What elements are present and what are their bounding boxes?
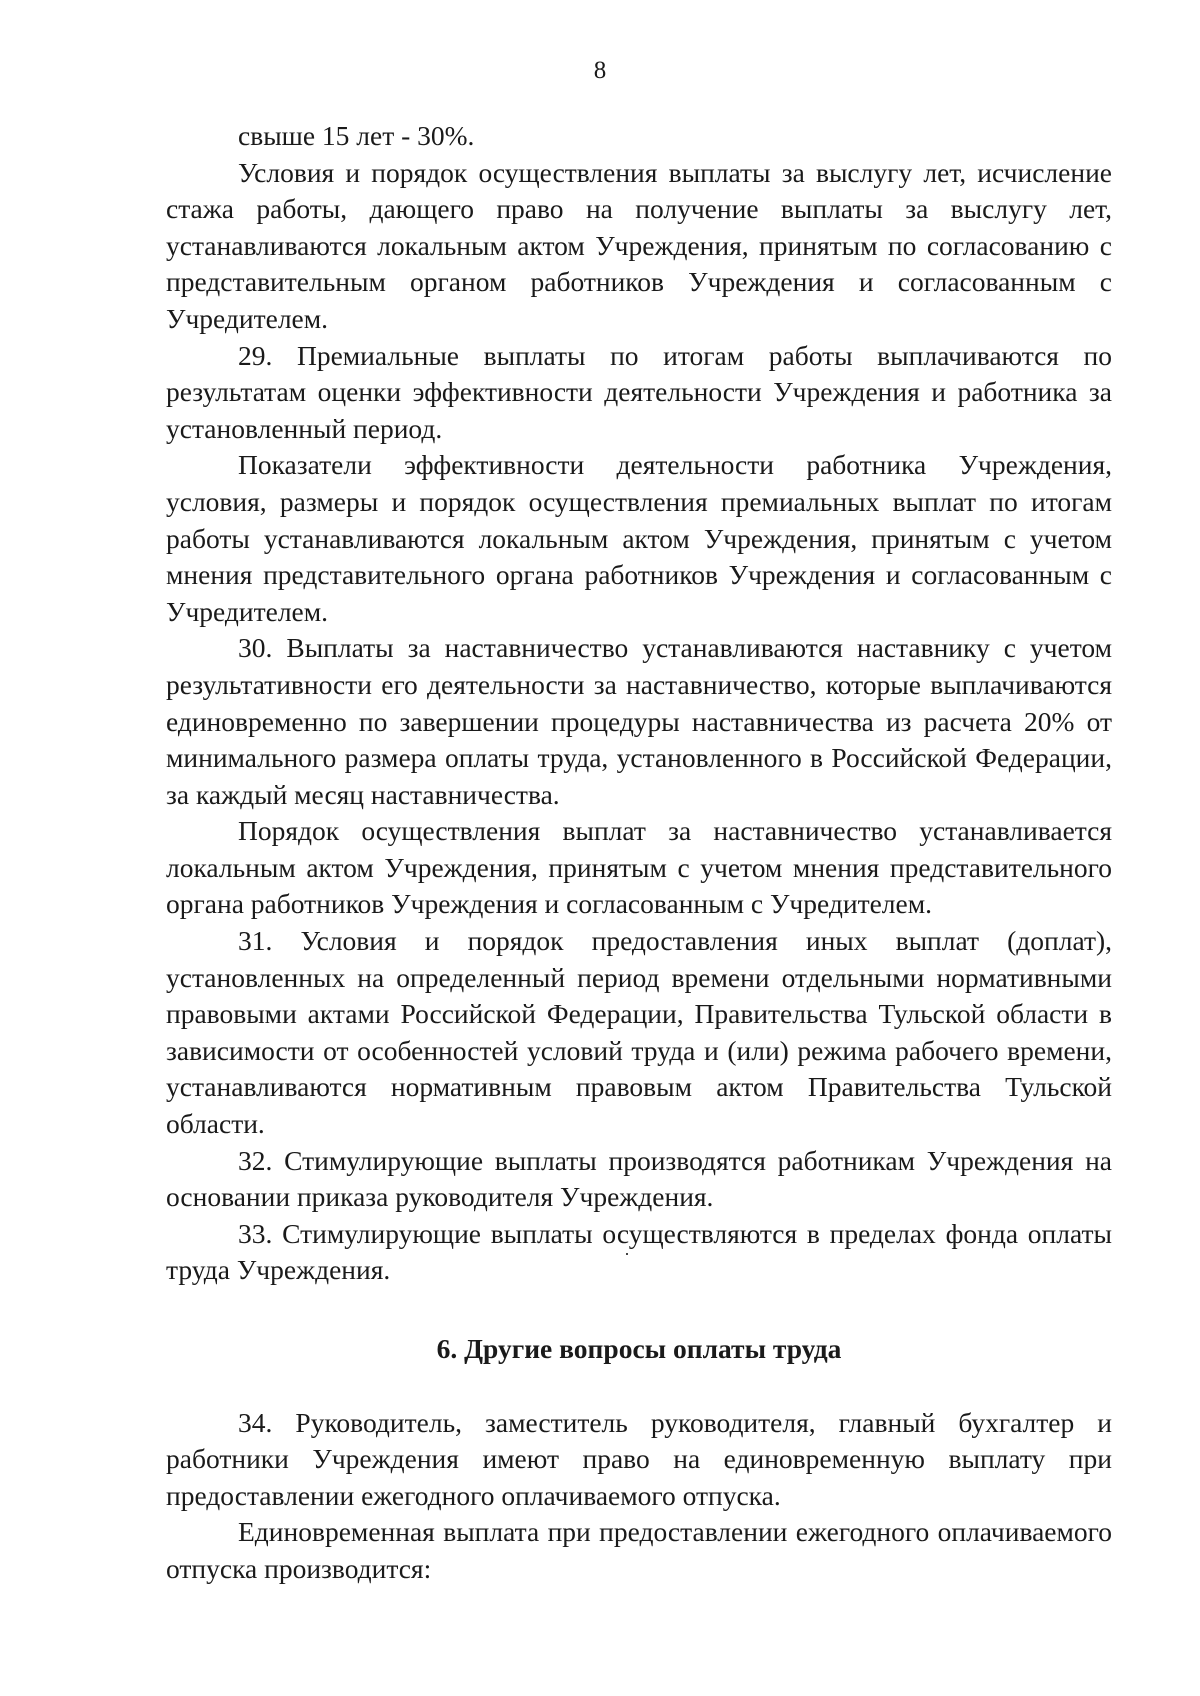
paragraph-29: 29. Премиальные выплаты по итогам работы выплачиваются по результатам оценки эффективности деятельности Учреждения и работника за установленный период. <box>166 339 1112 444</box>
paragraph-33: 33. Стимулирующие выплаты осуществляются в пределах фонда оплаты труда Учреждения. <box>166 1217 1112 1286</box>
paragraph-seniority-30: свыше 15 лет - 30%. <box>238 120 475 151</box>
paragraph-one-time-payment: Единовременная выплата при предоставлении ежегодного оплачиваемого отпуска производится: <box>166 1516 1112 1584</box>
section-heading: 6. Другие вопросы оплаты труда <box>436 1333 842 1364</box>
paragraph-32: 32. Стимулирующие выплаты производятся работникам Учреждения на основании приказа руководителя Учреждения. <box>166 1144 1112 1213</box>
scan-speck <box>626 1253 628 1255</box>
paragraph-30: 30. Выплаты за наставничество устанавливаются наставнику с учетом результативности его деятельности за наставничество, которые выплачиваются единовременно по завершении процедуры наставничества из расчета 20% от минимального размера оплаты труда, установленного в Российской Федерации, за каждый месяц наставничества. <box>166 632 1112 810</box>
paragraph-seniority-conditions: Условия и порядок осуществления выплаты за выслугу лет, исчисление стажа работы, дающего право на получение выплаты за выслугу лет, устанавливаются локальным актом Учреждения, принятым по согласованию с представительным органом работников Учреждения и согласованным с Учредителем. <box>166 156 1112 334</box>
paragraph-mentoring-procedure: Порядок осуществления выплат за наставничество устанавливается локальным актом Учреждения, принятым с учетом мнения представительного органа работников Учреждения и согласованным с Учредителем. <box>166 815 1112 920</box>
paragraph-34: 34. Руководитель, заместитель руководителя, главный бухгалтер и работники Учреждения имеют право на единовременную выплату при предоставлении ежегодного оплачиваемого отпуска. <box>166 1406 1112 1511</box>
page-number: 8 <box>593 57 607 84</box>
document-body <box>166 118 1112 1588</box>
paragraph-performance-indicators: Показатели эффективности деятельности работника Учреждения, условия, размеры и порядок осуществления премиальных выплат по итогам работы устанавливаются локальным актом Учреждения, принятым с учетом мнения представительного органа работников Учреждения и согласованным с Учредителем. <box>166 449 1112 627</box>
paragraph-31: 31. Условия и порядок предоставления иных выплат (доплат), установленных на определенный период времени отдельными нормативными правовыми актами Российской Федерации, Правительства Тульской области в зависимости от особенностей условий труда и (или) режима рабочего времени, устанавливаются нормативным правовым актом Правительства Тульской области. <box>166 925 1112 1140</box>
